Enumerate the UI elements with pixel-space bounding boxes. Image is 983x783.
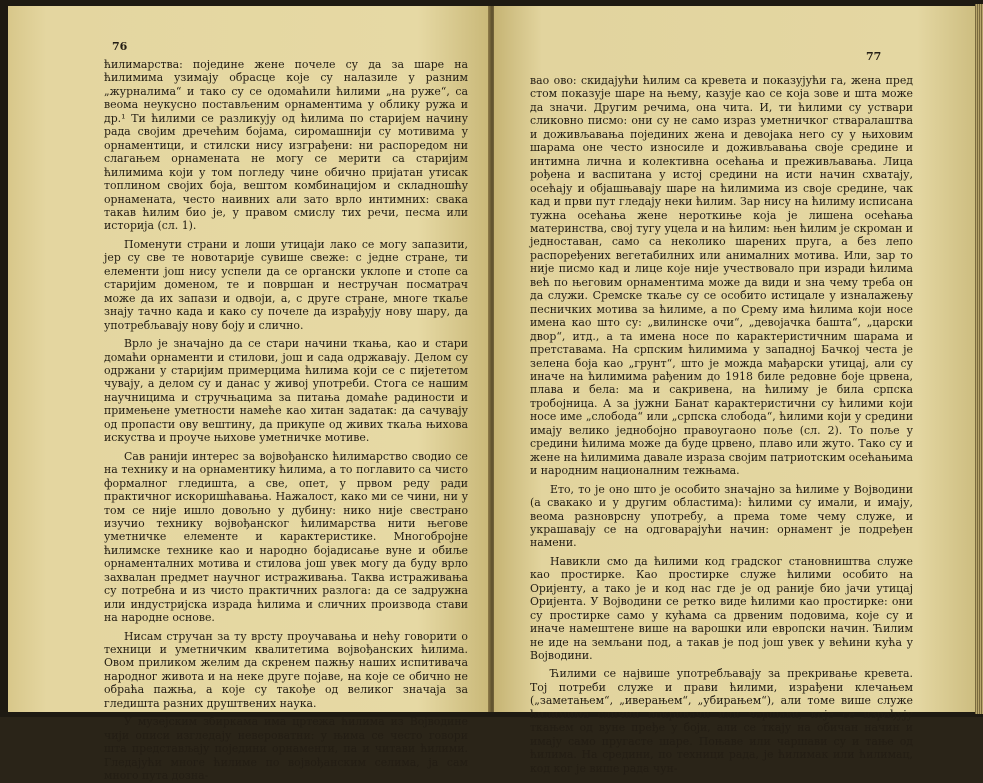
paragraph: вао ово: скидајући ћилим са кревета и показујући га, жена пред стом показује шаре на њему, казује као се која зове и шта може да значи. Другим речима, она чита. И, ти ћилими су уствари сликовно писмо: они су не само израз уметничког стваралаштва и доживљавања појединих жена и девојака него су у њиховим шарама оне често износиле и доживљавања своје средине и интимна лична и колективна осећања и преживљавања. Лица рођена и васпитана у истој средини на исти начин схватају, осећају и објашњавају шаре на ћилимима из своје средине, чак кад и први пут гледају неки ћилим. Зар нису на ћилиму исписана тужна осећања жене нероткиње која је лишена осећања материнства, свој тугу уцела и на ћилим: њен ћилим је скроман и једноставан, само са неколико шарених пруга, а без лепо распоређених вегетабилних или анималних мотива. Или, зар то није писмо кад и лице које није учествовало при изради ћилима већ по његовим орнаментима може да види и зна чему треба он да служи. Сремске ткаље су се особито истицале у изналажењу песничких мотива за ћилиме, а по Срему има ћилима који носе имена као што су: „вилинске очи“, „девојачка башта“, „царски двор“, итд., а та имена носе по карактеристичним шарама и претставама. На српским ћилимима у западној Бачкој честа је зелена боја као „грунт“, што је можда мађарски утицај, али су иначе на ћилимима рађеним до 1918 биле редовне боје црвена, плава и бела: ма и сакривена, на ћилиму је била српска тробојница. А за јужни Банат карактеристични су ћилими који носе име „слобода“ или „српска слобода“, ћилими који у средини имају велико једнобојно правоугаоно поље (сл. 2). То поље у средини ћилима може да буде црвено, плаво или жуто. Тако су и жене на ћилимима давале израза својим патриотским осећањима и народним националним тежњама. xyxy=(530,74,913,478)
paragraph: Ћилими се највише употребљавају за прекривање кревета. Тој потреби служе и прави ћилими, израђени клечањем („заметањем“, „иверањем“, „убирањем“), али томе више служе ћилимима слични покривачи или чаршави, које се израђују ткањем од вуне пређе у боји, али се ткају на обичан начин и имају само пругасте шаре. Поњаве или чаршави су и тање од ћилима. На средини, по техници рада, је ћилимак или ћилимац, код ког је више рада чун- xyxy=(530,667,913,775)
left-page xyxy=(8,6,490,783)
page-edges xyxy=(975,4,983,714)
paragraph: Поменути страни и лоши утицаји лако се могу запазити, јер су све те новотарије сувише свеже: с једне стране, ти елементи још нису успели да се органски уклопе и стопе са старијим доменом, те и површан и нестручан посматрач може да их запази и одвоји, а, с друге стране, многе ткаље знају тачно када и како су почеле да израђују нову шару, да употребљавају нову боју и слично. xyxy=(104,237,468,332)
right-page xyxy=(494,6,975,775)
page-number: 77 xyxy=(866,50,882,63)
page-body xyxy=(104,58,468,783)
paragraph: Навикли смо да ћилими код градског становништва служе као простирке. Као простирке служе ћилими особито на Оријенту, а тако је и код нас где је од раније био јачи утицај Оријента. У Војводини се ретко виде ћилими као простирке: они су простирке само у кућама са дрвеним подовима, које су и иначе намештене више на варошки или европски начин. Ћилим не иде на земљани под, а такав је под још увек у већини кућа у Војводини. xyxy=(530,554,913,663)
page-number: 76 xyxy=(112,40,128,53)
paragraph: Нисам стручан за ту врсту проучавања и нећу говорити о техници и уметничким квалитетима војвођанских ћилима. Овом приликом желим да скренем пажњу наших испитивача народног живота и на неке друге појаве, на које се обично не обраћа пажња, а које су такође од великог значаја за гледишта разних друштвених наука. xyxy=(104,629,468,710)
paragraph: Врло је значајно да се стари начини ткања, као и стари домаћи орнаменти и стилови, још и сада одржавају. Делом су одржани у старијим примерцима ћилима који се с пијететом чувају, а делом су и данас у живој употреби. Стога се нашим научницима и стручњацима за питања домаће радиности и примењене уметности намеће као хитан задатак: да сачувају од пропасти ову вештину, да прикупе од живих ткаља њихова искуства и проуче њихове уметничке мотиве. xyxy=(104,337,468,445)
paragraph: У музејским збиркама има цртежа ћилима из Војводине чији описи изгледају невероватни: у њима се често говори шта представљају поједини орнаменти, па и читави ћилими. Гледајући многе ћилиме по војвођанским селима, ја сам много пута дозна- xyxy=(104,715,468,783)
page-body xyxy=(530,74,913,775)
paragraph: ћилимарства: поједине жене почеле су да за шаре на ћилимима узимају обрасце које су налазиле у разним „журналима“ и тако су се одомаћили ћилими „на руже“, са веома неукусно постављеним орнаментима у облику ружа и др.¹ Ти ћилими се разликују од ћилима по старијем начину рада својим дречећим бојама, сиромашнији су мотивима у орнаментици, и стилски нису изграђени: ни распоредом ни слагањем орнамената не могу се мерити са старијим ћилимима који у том погледу чине обично пријатан утисак топлином својих боја, вештом комбинацијом и складношћу орнамената, често наивних али зато врло интимних: свакa такав ћилим био је, у правом смислу тих речи, песма или историја (сл. 1). xyxy=(104,58,468,233)
paragraph: Сав ранији интерес за војвођанско ћилимарство сводио се на технику и на орнаментику ћилима, а то поглавито са чисто формалног гледишта, а све, опет, у првом реду ради практичног искоришћавања. Нажалост, како ми се чини, ни у том се није ишло довољно у дубину: нико није свестрано изучио технику војвођанског ћилимарства нити његове уметничке елементе и карактеристике. Многобројне ћилимске технике као и народно бојадисање вуне и обиље орнаменталних мотива и стилова још увек могу да буду врло захвалан предмет научног истраживања. Таква истраживања су потребна и из чисто практичних разлога: да се задружна или индустријска израда ћилима и сличних производа стави на народне основе. xyxy=(104,449,468,625)
paragraph: Ето, то је оно што је особито значајно за ћилиме у Војводини (а свакако и у другим областима): ћилими су имали, и имају, веома разноврсну употребу, а према томе чему служе, и украшавају се на одговарајући начин: орнамент је подређен намени. xyxy=(530,482,913,550)
